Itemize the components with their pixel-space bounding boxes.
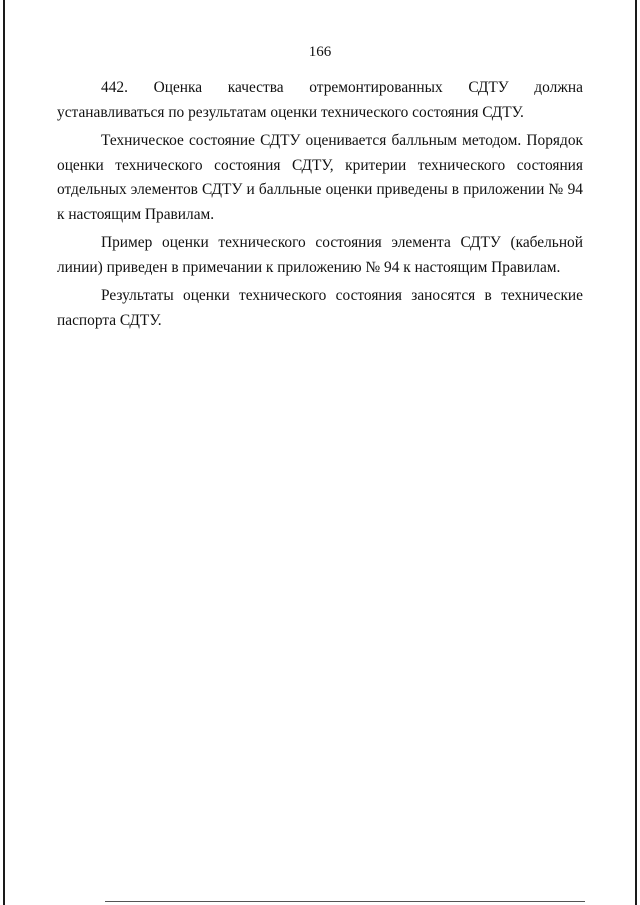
paragraph-442: 442. Оценка качества отремонтированных СДТУ должна устанавливаться по результатам оценки технического состояния СДТУ. <box>57 79 583 121</box>
paragraph-results: Результаты оценки технического состояния заносятся в технические паспорта СДТУ. <box>57 287 583 329</box>
scan-edge-right <box>635 0 637 905</box>
scan-edge-left <box>3 0 5 905</box>
paragraph-technical-state: Техническое состояние СДТУ оценивается балльным методом. Порядок оценки технического состояния СДТУ, критерии технического состояния отдельных элементов СДТУ и балльные оценки приведены в приложении № 94 к настоящим Правилам. <box>57 132 583 223</box>
scan-edge-bottom <box>105 901 585 902</box>
paragraph-example: Пример оценки технического состояния элемента СДТУ (кабельной линии) приведен в примечании к приложению № 94 к настоящим Правилам. <box>57 234 583 276</box>
page-number: 166 <box>308 44 332 60</box>
document-body <box>57 76 583 337</box>
